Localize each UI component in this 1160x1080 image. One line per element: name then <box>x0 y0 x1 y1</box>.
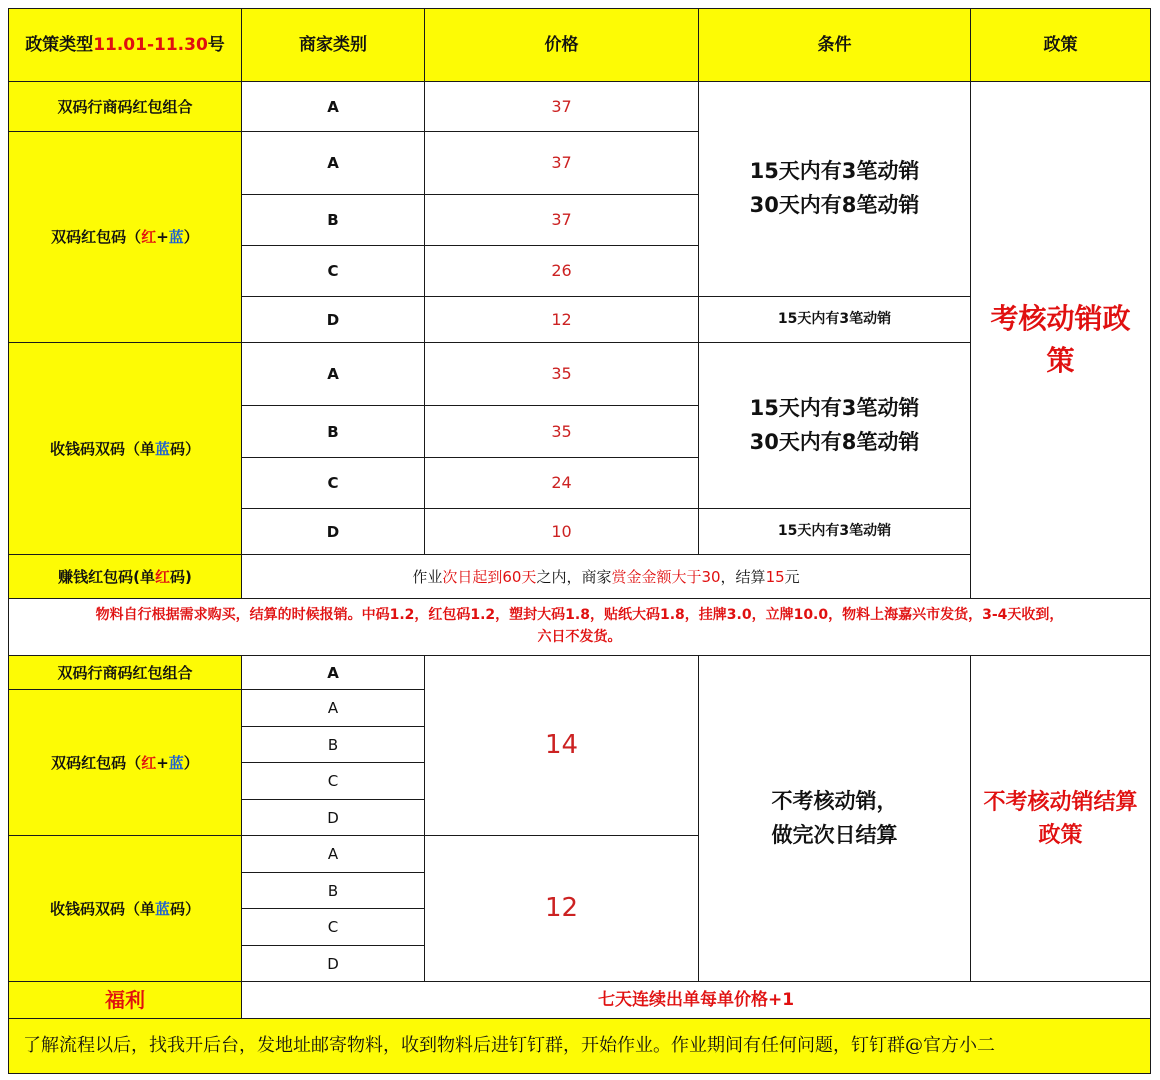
condition-cell-small: 15天内有3笔动销 <box>699 509 971 555</box>
header-row <box>9 9 1151 82</box>
earn-description: 作业次日起到60天之内，商家赏金金额大于30，结算15元 <box>242 555 971 599</box>
footer-instructions: 了解流程以后，找我开后台，发地址邮寄物料，收到物料后进钉钉群，开始作业。作业期间有任何问题，钉钉群@官方小二 <box>9 1019 1151 1074</box>
price-cell: 24 <box>425 458 699 509</box>
merchant-cell: B <box>242 406 425 458</box>
merchant-cell: A <box>242 343 425 406</box>
merchant-cell: C <box>242 246 425 297</box>
policy-date-range: 11.01-11.30 <box>93 34 208 55</box>
header-merchant-category: 商家类别 <box>242 9 425 82</box>
condition-cell-dual-redpacket: 15天内有3笔动销 30天内有8笔动销 <box>699 82 971 297</box>
price-cell: 10 <box>425 509 699 555</box>
row-label-earn-redpacket: 赚钱红包码(单红码) <box>9 555 242 599</box>
table-row <box>9 82 1151 132</box>
merchant-cell: C <box>242 909 425 946</box>
notice-row <box>9 599 1151 656</box>
row-label-combo: 双码行商码红包组合 <box>9 656 242 690</box>
material-notice: 物料自行根据需求购买，结算的时候报销。中码1.2，红包码1.2，塑封大码1.8，贴纸大码1.8，挂牌3.0，立牌10.0，物料上海嘉兴市发货，3-4天收到， 六日不发货。 <box>9 599 1151 656</box>
merchant-cell: C <box>242 763 425 800</box>
merchant-cell: A <box>242 836 425 873</box>
row-label-combo: 双码行商码红包组合 <box>9 82 242 132</box>
price-cell: 37 <box>425 82 699 132</box>
row-label-collect-dual: 收钱码双码（单蓝码） <box>9 836 242 982</box>
merchant-cell: A <box>242 132 425 195</box>
merchant-cell: D <box>242 509 425 555</box>
price-cell: 35 <box>425 343 699 406</box>
welfare-label: 福利 <box>9 982 242 1019</box>
merchant-cell: B <box>242 195 425 246</box>
merchant-cell: C <box>242 458 425 509</box>
merchant-cell: B <box>242 873 425 909</box>
header-policy: 政策 <box>971 9 1151 82</box>
condition-cell-small: 15天内有3笔动销 <box>699 297 971 343</box>
merchant-cell: D <box>242 946 425 982</box>
price-cell: 26 <box>425 246 699 297</box>
price-cell-group: 12 <box>425 836 699 982</box>
row-label-dual-redpacket: 双码红包码（红+蓝） <box>9 690 242 836</box>
row-label-collect-dual: 收钱码双码（单蓝码） <box>9 343 242 555</box>
policy-table <box>8 8 1151 1074</box>
price-cell-group: 14 <box>425 656 699 836</box>
table-row <box>9 656 1151 690</box>
price-cell: 37 <box>425 195 699 246</box>
row-label-dual-redpacket: 双码红包码（红+蓝） <box>9 132 242 343</box>
price-cell: 35 <box>425 406 699 458</box>
header-condition: 条件 <box>699 9 971 82</box>
merchant-cell: A <box>242 656 425 690</box>
header-price: 价格 <box>425 9 699 82</box>
price-cell: 37 <box>425 132 699 195</box>
price-cell: 12 <box>425 297 699 343</box>
merchant-cell: B <box>242 727 425 763</box>
merchant-cell: A <box>242 82 425 132</box>
merchant-cell: A <box>242 690 425 727</box>
footer-row <box>9 1019 1151 1074</box>
policy-cell-assessment: 考核动销政 策 <box>971 82 1151 599</box>
condition-cell-collect-dual: 15天内有3笔动销 30天内有8笔动销 <box>699 343 971 509</box>
header-policy-type: 政策类型11.01-11.30号 <box>9 9 242 82</box>
condition-cell-no-assessment: 不考核动销， 做完次日结算 <box>699 656 971 982</box>
welfare-row <box>9 982 1151 1019</box>
welfare-text: 七天连续出单每单价格+1 <box>242 982 1151 1019</box>
policy-cell-no-assessment: 不考核动销结算 政策 <box>971 656 1151 982</box>
merchant-cell: D <box>242 800 425 836</box>
merchant-cell: D <box>242 297 425 343</box>
